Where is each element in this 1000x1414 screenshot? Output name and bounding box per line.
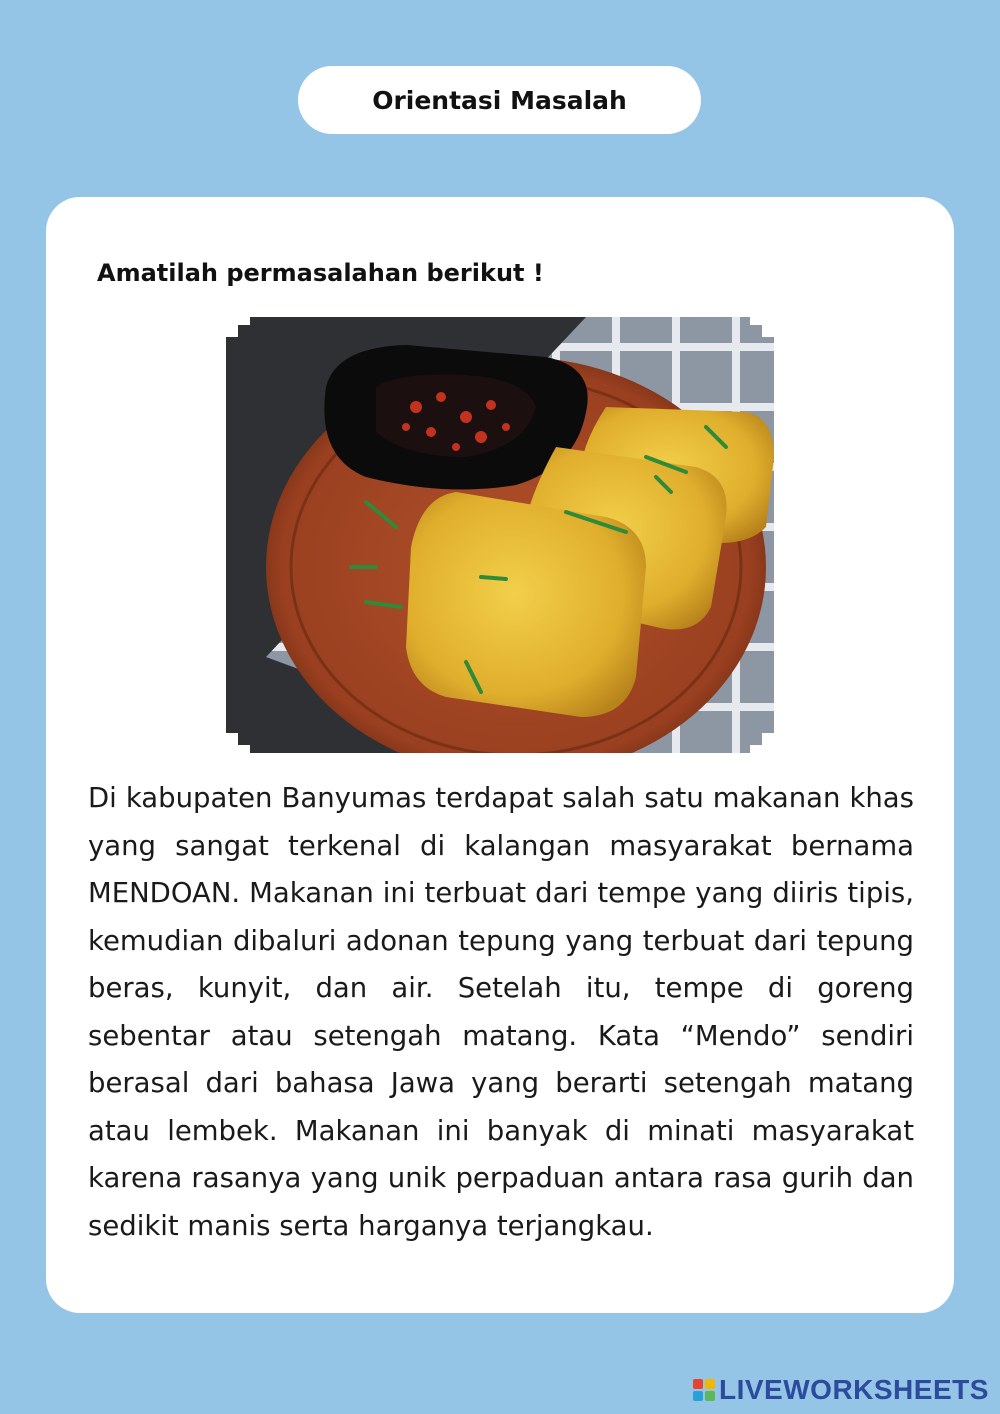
liveworksheets-logo-icon — [693, 1379, 715, 1401]
instruction-heading: Amatilah permasalahan berikut ! — [97, 259, 544, 287]
content-card — [46, 197, 954, 1313]
liveworksheets-brand[interactable] — [693, 1374, 989, 1406]
section-title-text: Orientasi Masalah — [372, 85, 627, 115]
mendoan-photo — [226, 317, 774, 753]
problem-paragraph: Di kabupaten Banyumas terdapat salah satu makanan khas yang sangat terkenal di kalangan masyarakat bernama MENDOAN. Makanan ini terbuat dari tempe yang diiris tipis, kemudian dibaluri adonan tepung yang terbuat dari tepung beras, kunyit, dan air. Setelah itu, tempe di goreng sebentar atau setengah matang. Kata “Mendo” sendiri berasal dari bahasa Jawa yang berarti setengah matang atau lembek. Makanan ini banyak di minati masyarakat karena rasanya yang unik perpaduan antara rasa gurih dan sedikit manis serta harganya terjangkau. — [88, 782, 914, 1242]
brand-name: LIVEWORKSHEETS — [719, 1374, 989, 1405]
section-title — [298, 66, 701, 134]
